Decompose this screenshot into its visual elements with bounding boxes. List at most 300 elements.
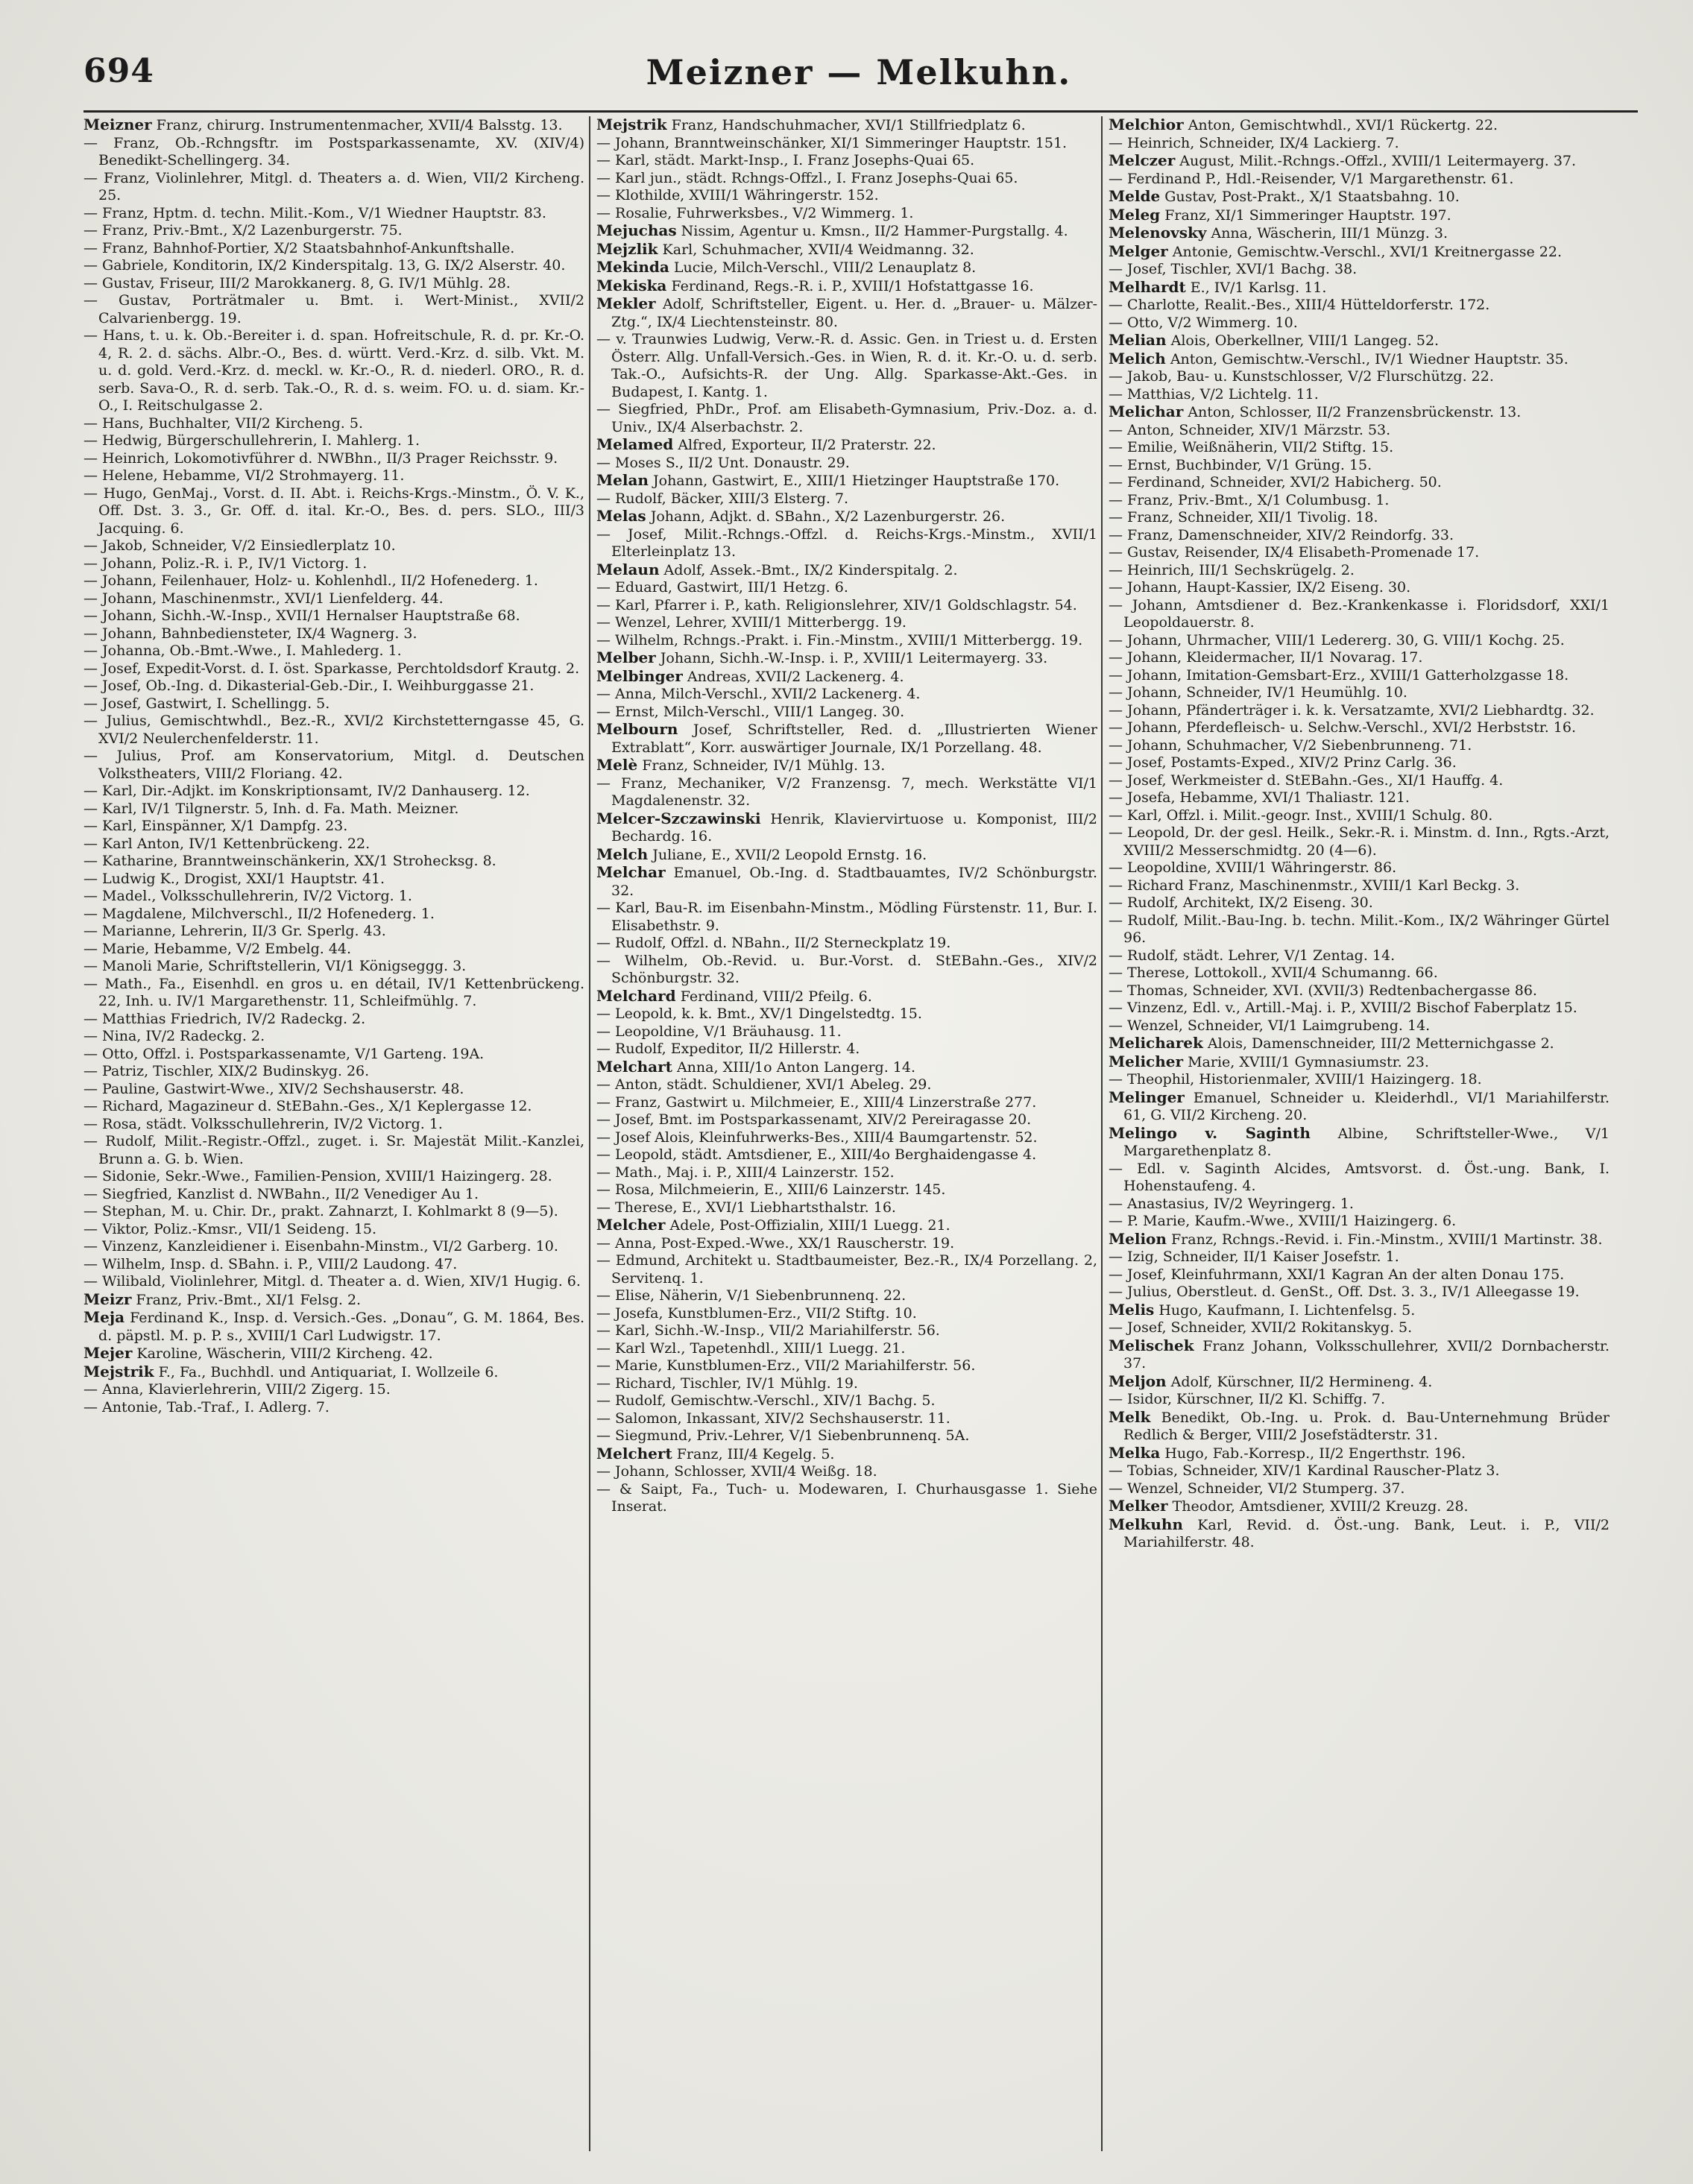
directory-entry [596, 1322, 1097, 1340]
entry-text: Anton, Gemischtw.-Verschl., IV/1 Wiedner Hauptstr. 35. [1165, 350, 1569, 367]
directory-entry [1109, 544, 1610, 562]
entry-text: — Josefa, Kunstblumen-Erz., VII/2 Stiftg. 10. [596, 1304, 917, 1322]
directory-entry [83, 467, 584, 485]
directory-entry [596, 704, 1097, 722]
entry-text: — Josef, Kleinfuhrmann, XXI/1 Kagran An der alten Donau 175. [1109, 1266, 1565, 1283]
directory-entry [83, 327, 584, 415]
directory-entry [83, 135, 584, 170]
entry-text: — Leopold, Dr. der gesl. Heilk., Sekr.-R. i. Minstm. d. Inn., Rgts.-Arzt, XVIII/2 Messerschmidtg. 20 (4—6). [1109, 824, 1610, 859]
entry-text: Adolf, Schriftsteller, Eigent. u. Her. d. „Brauer- u. Mälzer-Ztg.“, IX/4 Liechtensteinstr. 80. [611, 296, 1097, 330]
entry-text: — Wilhelm, Rchngs.-Prakt. i. Fin.-Minstm., XVIII/1 Mitterbergg. 19. [596, 631, 1083, 648]
directory-entry [1109, 350, 1610, 369]
entry-text: — Anastasius, IV/2 Weyringerg. 1. [1109, 1195, 1354, 1212]
directory-entry [83, 976, 584, 1011]
entry-text: Juliane, E., XVII/2 Leopold Ernstg. 16. [648, 846, 927, 863]
directory-entry [83, 713, 584, 748]
entry-text: Alfred, Exporteur, II/2 Praterstr. 22. [673, 437, 936, 453]
entry-text: — Johann, Bahnbediensteter, IX/4 Wagnerg. 3. [83, 625, 417, 642]
directory-entry [83, 906, 584, 924]
entry-text: Adolf, Assek.-Bmt., IX/2 Kinderspitalg. 2. [659, 561, 958, 578]
directory-entry [83, 1221, 584, 1239]
entry-text: Franz, Schneider, IV/1 Mühlg. 13. [637, 757, 886, 774]
entry-text: F., Fa., Buchhdl. und Antiquariat, I. Wollzeile 6. [154, 1363, 499, 1380]
directory-entry [1109, 1373, 1610, 1392]
directory-entry [83, 1238, 584, 1256]
entry-text: — Johann, Schneider, IV/1 Heumühlg. 10. [1109, 684, 1407, 701]
entry-text: — Wenzel, Schneider, VI/2 Stumperg. 37. [1109, 1480, 1405, 1497]
directory-entry [596, 1076, 1097, 1094]
entry-text: — Charlotte, Realit.-Bes., XIII/4 Hütteldorferstr. 172. [1109, 297, 1490, 313]
entry-text: Franz, chirurg. Instrumentenmacher, XVII/4 Balsstg. 13. [151, 117, 563, 133]
directory-entry [1109, 982, 1610, 1000]
entry-text: August, Milit.-Rchngs.-Offzl., XVIII/1 Leitermayerg. 37. [1175, 153, 1577, 169]
directory-entry [83, 1399, 584, 1417]
directory-entry [83, 170, 584, 205]
directory-entry [596, 1164, 1097, 1182]
entry-surname: Melchard [596, 986, 676, 1005]
directory-entry [1109, 152, 1610, 171]
entry-text: — Johann, Amtsdiener d. Bez.-Krankenkasse i. Floridsdorf, XXI/1 Leopoldauerstr. 8. [1109, 596, 1610, 631]
entry-surname: Mejer [83, 1344, 133, 1362]
entry-text: — Leopold, k. k. Bmt., XV/1 Dingelstedtg. 15. [596, 1006, 922, 1022]
directory-entry [596, 135, 1097, 153]
directory-entry [1109, 474, 1610, 492]
entry-text: — Karl, Einspänner, X/1 Dampfg. 23. [83, 818, 348, 834]
directory-entry [596, 1463, 1097, 1481]
directory-entry [83, 748, 584, 783]
directory-entry [1109, 1125, 1610, 1161]
directory-entry [83, 1098, 584, 1116]
entry-text: — Karl, städt. Markt-Insp., I. Franz Josephs-Quai 65. [596, 152, 975, 168]
column-3 [1109, 116, 1610, 2151]
entry-text: — Math., Fa., Eisenhdl. en gros u. en détail, IV/1 Kettenbrückeng. 22, Inh. u. IV/1 Margarethenstr. 11, Schleifmühlg. 7. [83, 975, 584, 1009]
directory-entry [596, 331, 1097, 401]
entry-text: — Heinrich, Lokomotivführer d. NWBhn., II/3 Prager Reichsstr. 9. [83, 449, 558, 467]
entry-text: — Johann, Uhrmacher, VIII/1 Ledererg. 30, G. VIII/1 Kochg. 25. [1109, 631, 1565, 648]
entry-text: — Madel., Volksschullehrerin, IV/2 Victorg. 1. [83, 888, 412, 904]
directory-entry [83, 1186, 584, 1204]
entry-text: — v. Traunwies Ludwig, Verw.-R. d. Assic. Gen. in Triest u. d. Ersten Österr. Allg. Unfall-Versich.-Ges. in Wien, R. d. it. Kr.-O. u. d. serb. Tak.-O., Aufsichts-R. der Ung. Allg. Sparkasse-Akt.-Ges. in Budapest, I. Kantg. 1. [596, 331, 1097, 400]
directory-entry [83, 1081, 584, 1099]
entry-text: Alois, Damenschneider, III/2 Metternichgasse 2. [1202, 1035, 1554, 1052]
directory-entry [1109, 1319, 1610, 1337]
entry-text: — Franz, Bahnhof-Portier, X/2 Staatsbahnhof-Ankunftshalle. [83, 239, 515, 256]
directory-entry [596, 152, 1097, 170]
entry-surname: Melingo v. Saginth [1109, 1123, 1311, 1142]
entry-surname: Melch [596, 845, 649, 863]
directory-entry [1109, 719, 1610, 737]
entry-text: — Katharine, Branntweinschänkerin, XX/1 Strohecksg. 8. [83, 853, 496, 869]
directory-entry [596, 561, 1097, 580]
entry-text: — Wenzel, Lehrer, XVIII/1 Mitterbergg. 19. [596, 614, 907, 631]
directory-entry [83, 958, 584, 976]
directory-entry [596, 1305, 1097, 1323]
entry-surname: Melger [1109, 242, 1168, 260]
entry-text: — Leopold, städt. Amtsdiener, E., XIII/4o Berghaidengasse 4. [596, 1146, 1037, 1163]
directory-entry [596, 810, 1097, 846]
directory-entry [83, 1309, 584, 1345]
entry-text: Marie, XVIII/1 Gymnasiumstr. 23. [1183, 1053, 1429, 1070]
entry-text: — Rudolf, Expeditor, II/2 Hillerstr. 4. [596, 1041, 860, 1057]
directory-entry [596, 187, 1097, 205]
directory-entry [1109, 116, 1610, 135]
entry-text: — Rudolf, Architekt, IX/2 Eiseng. 30. [1109, 894, 1373, 911]
entry-text: — Tobias, Schneider, XIV/1 Kardinal Rauscher-Platz 3. [1109, 1462, 1500, 1479]
entry-surname: Mejuchas [596, 221, 677, 239]
entry-text: Anna, Wäscherin, III/1 Münzg. 3. [1206, 225, 1448, 242]
entry-text: — Johann, Imitation-Gemsbart-Erz., XVIII/1 Gatterholzgasse 18. [1109, 666, 1569, 684]
entry-text: — Edl. v. Saginth Alcides, Amtsvorst. d. Öst.-ung. Bank, I. Hohenstaufeng. 4. [1109, 1160, 1610, 1194]
directory-entry [596, 490, 1097, 508]
directory-entry [596, 864, 1097, 900]
page-header [83, 52, 1634, 104]
directory-entry [1109, 332, 1610, 350]
entry-text: Adele, Post-Offizialin, XIII/1 Luegg. 21. [665, 1217, 950, 1234]
directory-entry [596, 1041, 1097, 1058]
directory-entry [83, 240, 584, 258]
entry-text: — Julius, Prof. am Konservatorium, Mitgl. d. Deutschen Volkstheaters, VIII/2 Floriang. 42. [83, 748, 584, 782]
entry-surname: Melber [596, 648, 656, 666]
entry-text: — Karl, Pfarrer i. P., kath. Religionslehrer, XIV/1 Goldschlagstr. 54. [596, 596, 1077, 613]
directory-entry [1109, 754, 1610, 772]
directory-entry [1109, 824, 1610, 859]
entry-text: — Johann, Poliz.-R. i. P., IV/1 Victorg. 1. [83, 555, 368, 572]
directory-entry [1109, 947, 1610, 965]
directory-entry [596, 1199, 1097, 1217]
directory-entry [1109, 492, 1610, 510]
directory-entry [596, 1427, 1097, 1445]
entry-text: Franz, III/4 Kegelg. 5. [672, 1445, 835, 1462]
entry-text: — Therese, Lottokoll., XVII/4 Schumanng. 66. [1109, 965, 1438, 981]
entry-text: — Anna, Milch-Verschl., XVII/2 Lackenerg. 4. [596, 686, 921, 702]
entry-text: Anton, Gemischtwhdl., XVI/1 Rückertg. 22. [1183, 117, 1498, 133]
entry-text: — Johann, Kleidermacher, II/1 Novarag. 17. [1109, 649, 1423, 666]
entry-text: — Ernst, Buchbinder, V/1 Grüng. 15. [1109, 456, 1372, 473]
entry-surname: Melinger [1109, 1088, 1185, 1106]
directory-entry [596, 526, 1097, 561]
directory-entry [596, 205, 1097, 223]
entry-text: — Elise, Näherin, V/1 Siebenbrunnenq. 22. [596, 1287, 907, 1304]
directory-entry [596, 579, 1097, 597]
directory-entry [1109, 649, 1610, 667]
directory-entry [1109, 1284, 1610, 1301]
directory-entry [596, 401, 1097, 436]
entry-surname: Melchart [596, 1057, 672, 1076]
directory-entry [1109, 224, 1610, 243]
directory-entry [1109, 772, 1610, 790]
directory-entry [596, 1375, 1097, 1393]
entry-text: — Franz, Damenschneider, XIV/2 Reindorfg. 33. [1109, 526, 1454, 543]
entry-text: — Gustav, Reisender, IX/4 Elisabeth-Promenade 17. [1109, 544, 1480, 561]
directory-entry [596, 241, 1097, 259]
entry-text: Henrik, Klaviervirtuose u. Komponist, III/2 Bechardg. 16. [611, 810, 1097, 845]
directory-entry [1109, 1301, 1610, 1320]
directory-entry [83, 783, 584, 801]
directory-entry [596, 1287, 1097, 1305]
directory-entry [1109, 1000, 1610, 1017]
entry-text: Franz, Rchngs.-Revid. i. Fin.-Minstm., XVIII/1 Martinstr. 38. [1166, 1231, 1603, 1248]
entry-text: — Johann, Sichh.-W.-Insp., XVII/1 Hernalser Hauptstraße 68. [83, 607, 520, 624]
directory-entry [83, 1273, 584, 1291]
entry-text: — Franz, Hptm. d. techn. Milit.-Kom., V/1 Wiedner Hauptstr. 83. [83, 204, 546, 221]
entry-text: — Otto, Offzl. i. Postsparkassenamte, V/1 Garteng. 19A. [83, 1045, 485, 1062]
directory-entry [596, 455, 1097, 473]
entry-text: Gustav, Post-Prakt., X/1 Staatsbahng. 10. [1160, 189, 1460, 205]
entry-surname: Mekler [596, 294, 656, 312]
directory-entry [596, 614, 1097, 632]
entry-text: — Franz, Priv.-Bmt., X/1 Columbusg. 1. [1109, 491, 1390, 508]
directory-entry [1109, 877, 1610, 895]
directory-entry [1109, 457, 1610, 475]
directory-entry [83, 1381, 584, 1399]
entry-text: — Jakob, Bau- u. Kunstschlosser, V/2 Flurschützg. 22. [1109, 368, 1494, 385]
directory-entry [83, 871, 584, 889]
entry-text: — Karl Wzl., Tapetenhdl., XIII/1 Luegg. 21. [596, 1339, 906, 1357]
entry-text: — Hans, Buchhalter, VII/2 Kircheng. 5. [83, 414, 364, 432]
entry-text: Andreas, XVII/2 Lackenerg. 4. [682, 668, 904, 685]
entry-text: — Josef, Bmt. im Postsparkassenamt, XIV/2 Pereiragasse 20. [596, 1111, 1032, 1128]
directory-entry [83, 572, 584, 590]
directory-entry [83, 1363, 584, 1382]
entry-surname: Melischek [1109, 1336, 1194, 1354]
directory-entry [1109, 1409, 1610, 1445]
entry-text: — Antonie, Tab.-Traf., I. Adlerg. 7. [83, 1398, 330, 1416]
directory-entry [596, 757, 1097, 775]
entry-text: — Patriz, Tischler, XIX/2 Budinskyg. 26. [83, 1063, 370, 1079]
directory-entry [1109, 807, 1610, 825]
directory-entry [1109, 1161, 1610, 1196]
entry-text: — Vinzenz, Edl. v., Artill.-Maj. i. P., XVIII/2 Bischof Faberplatz 15. [1109, 1000, 1577, 1016]
entry-text: — Johanna, Ob.-Bmt.-Wwe., I. Mahlederg. 1. [83, 643, 402, 659]
entry-text: — Gustav, Porträtmaler u. Bmt. i. Wert-Minist., XVII/2 Calvarienbergg. 19. [83, 292, 584, 326]
entry-text: Ferdinand, Regs.-R. i. P., XVIII/1 Hofstattgasse 16. [666, 277, 1034, 294]
directory-entry [596, 1216, 1097, 1235]
entry-surname: Mejstrik [596, 116, 667, 133]
directory-entry [83, 116, 584, 135]
entry-text: Anna, XIII/1o Anton Langerg. 14. [672, 1058, 916, 1076]
entry-text: Karl, Revid. d. Öst.-ung. Bank, Leut. i. P., VII/2 Mariahilferstr. 48. [1123, 1516, 1610, 1550]
entry-text: — Otto, V/2 Wimmerg. 10. [1109, 314, 1298, 331]
directory-entry [1109, 509, 1610, 527]
directory-entry [596, 277, 1097, 296]
directory-entry [1109, 1480, 1610, 1498]
directory-entry [1109, 261, 1610, 279]
entry-text: — Wilhelm, Insp. d. SBahn. i. P., VIII/2 Laudong. 47. [83, 1255, 458, 1272]
entry-text: Franz, XI/1 Simmeringer Hauptstr. 197. [1160, 206, 1451, 224]
entry-text: — Karl jun., städt. Rchngs-Offzl., I. Franz Josephs-Quai 65. [596, 169, 1018, 186]
directory-entry [596, 1006, 1097, 1023]
entry-surname: Melker [1109, 1497, 1168, 1515]
directory-entry [83, 1116, 584, 1134]
directory-entry [83, 590, 584, 608]
entry-text: — Helene, Hebamme, VI/2 Strohmayerg. 11. [83, 467, 405, 484]
directory-entry [596, 649, 1097, 668]
entry-text: — Rosa, Milchmeierin, E., XIII/6 Lainzerstr. 145. [596, 1181, 946, 1198]
directory-entry [596, 1481, 1097, 1516]
entry-text: — Julius, Gemischtwhdl., Bez.-R., XVI/2 Kirchstetterngasse 45, G. XVI/2 Neulerchenfelderstr. 11. [83, 713, 584, 747]
directory-entry [1109, 279, 1610, 297]
entry-text: — Johann, Haupt-Kassier, IX/2 Eiseng. 30. [1109, 579, 1411, 596]
entry-surname: Meleg [1109, 205, 1161, 224]
entry-text: Hugo, Kaufmann, I. Lichtenfelsg. 5. [1154, 1301, 1416, 1319]
entry-text: — Marie, Hebamme, V/2 Embelg. 44. [83, 940, 352, 957]
entry-text: — Jakob, Schneider, V/2 Einsiedlerplatz 10. [83, 537, 396, 554]
entry-text: — Therese, E., XVI/1 Liebhartsthalstr. 16. [596, 1199, 896, 1216]
entry-text: — Josef, Milit.-Rchngs.-Offzl. d. Reichs-Krgs.-Minstm., XVII/1 Elterleinplatz 13. [596, 526, 1097, 560]
directory-entry [1109, 135, 1610, 153]
entry-surname: Melan [596, 471, 649, 489]
entry-text: Lucie, Milch-Verschl., VIII/2 Lenauplatz 8. [669, 259, 977, 276]
entry-text: — & Saipt, Fa., Tuch- u. Modewaren, I. Churhausgasse 1. Siehe Inserat. [596, 1480, 1097, 1515]
entry-text: — Leopoldine, XVIII/1 Währingerstr. 86. [1109, 859, 1397, 876]
entry-text: — Franz, Mechaniker, V/2 Franzensg. 7, mech. Werkstätte VI/1 Magdalenenstr. 32. [596, 774, 1097, 809]
entry-text: — Josef, Ob.-Ing. d. Dikasterial-Geb.-Dir., I. Weihburggasse 21. [83, 678, 535, 694]
entry-surname: Melkuhn [1109, 1515, 1183, 1533]
entry-text: — Johann, Pferdefleisch- u. Selchw.-Verschl., XVI/2 Herbststr. 16. [1109, 719, 1576, 736]
entry-surname: Melian [1109, 331, 1167, 349]
entry-text: — Josef, Tischler, XVI/1 Bachg. 38. [1109, 261, 1358, 277]
directory-entry [596, 846, 1097, 865]
directory-entry [83, 205, 584, 223]
entry-text: Ferdinand, VIII/2 Pfeilg. 6. [675, 988, 872, 1005]
directory-entry [1109, 702, 1610, 720]
entry-text: — Johann, Schlosser, XVII/4 Weißg. 18. [596, 1463, 877, 1480]
column-divider [589, 116, 590, 2151]
entry-text: Josef, Schriftsteller, Red. d. „Illustrierten Wiener Extrablatt“, Korr. auswärtiger Journale, IX/1 Porzellang. 48. [611, 722, 1097, 756]
directory-entry [1109, 422, 1610, 440]
directory-entry [83, 801, 584, 818]
entry-text: — Leopoldine, V/1 Bräuhausg. 11. [596, 1023, 842, 1040]
directory-entry [83, 923, 584, 941]
directory-entry [1109, 965, 1610, 982]
entry-text: — Josef Alois, Kleinfuhrwerks-Bes., XIII/4 Baumgartenstr. 52. [596, 1129, 1038, 1146]
directory-entry [596, 170, 1097, 188]
directory-entry [83, 555, 584, 573]
entry-text: — Marianne, Lehrerin, II/3 Gr. Sperlg. 43. [83, 923, 386, 939]
directory-entry [83, 537, 584, 555]
directory-entry [596, 935, 1097, 953]
entry-text: — P. Marie, Kaufm.-Wwe., XVIII/1 Haizingerg. 6. [1109, 1213, 1457, 1229]
header-rule [83, 110, 1638, 113]
directory-entry [1109, 527, 1610, 545]
directory-entry [596, 222, 1097, 241]
entry-text: — Siegfried, Kanzlist d. NWBahn., II/2 Venediger Au 1. [83, 1185, 479, 1202]
entry-text: — Theophil, Historienmaler, XVIII/1 Haizingerg. 18. [1109, 1071, 1482, 1088]
entry-text: — Gustav, Friseur, III/2 Marokkanerg. 8, G. IV/1 Mühlg. 28. [83, 274, 511, 291]
directory-entry [1109, 171, 1610, 189]
directory-entry [83, 432, 584, 450]
entry-text: — Rudolf, städt. Lehrer, V/1 Zentag. 14. [1109, 947, 1396, 964]
entry-text: — Franz, Gastwirt u. Milchmeier, E., XIII/4 Linzerstraße 277. [596, 1093, 1037, 1111]
entry-surname: Melcher [596, 1216, 666, 1234]
directory-entry [83, 888, 584, 906]
running-title: Meizner — Melkuhn. [646, 52, 1072, 92]
entry-text: — Heinrich, Schneider, IX/4 Lackierg. 7. [1109, 134, 1399, 151]
entry-text: — Izig, Schneider, II/1 Kaiser Josefstr. 1. [1109, 1249, 1399, 1265]
entry-text: — Rudolf, Offzl. d. NBahn., II/2 Sterneckplatz 19. [596, 935, 951, 951]
entry-surname: Mekiska [596, 276, 667, 294]
directory-entry [596, 721, 1097, 757]
directory-entry [596, 1235, 1097, 1253]
directory-entry [596, 1094, 1097, 1112]
entry-text: — Ludwig K., Drogist, XXI/1 Hauptstr. 41. [83, 870, 385, 887]
directory-entry [1109, 1337, 1610, 1373]
entry-text: — Hans, t. u. k. Ob.-Bereiter i. d. span. Hofreitschule, R. d. pr. Kr.-O. 4, R. 2. d. sächs. Albr.-O., Bes. d. württ. Verd.-Krz. d. silb. Vkt. M. u. d. gold. Verd.-Krz. d. meckl. w. Kr.-O., R. d. niederl. ORO., R. d. serb. Sava-O., R. d. serb. Tak.-O., R. d. s. weim. FO. u. d. siam. Kr.-O., I. Reitschulgasse 2. [83, 327, 584, 414]
entry-text: — Ferdinand, Schneider, XVI/2 Habicherg. 50. [1109, 474, 1442, 490]
entry-text: — Thomas, Schneider, XVI. (XVII/3) Redtenbachergasse 86. [1109, 982, 1537, 999]
directory-entry [1109, 206, 1610, 225]
directory-entry [1109, 1035, 1610, 1053]
directory-entry [596, 1392, 1097, 1410]
directory-entry [596, 472, 1097, 490]
directory-entry [1109, 1497, 1610, 1516]
entry-surname: Melich [1109, 349, 1166, 367]
entry-text: Nissim, Agentur u. Kmsn., II/2 Hammer-Purgstallg. 4. [676, 223, 1068, 239]
directory-entry [83, 257, 584, 275]
directory-entry [83, 1133, 584, 1168]
directory-entry [83, 1203, 584, 1221]
directory-entry [596, 668, 1097, 687]
directory-entry [83, 1046, 584, 1064]
directory-entry [1109, 1516, 1610, 1552]
entry-text: — Moses S., II/2 Unt. Donaustr. 29. [596, 454, 850, 471]
entry-surname: Melas [596, 507, 646, 525]
directory-entry [83, 1291, 584, 1310]
directory-entry [83, 222, 584, 240]
entry-text: — Franz, Priv.-Bmt., X/2 Lazenburgerstr. 75. [83, 222, 403, 239]
entry-surname: Meja [83, 1308, 125, 1326]
entry-text: — Isidor, Kürschner, II/2 Kl. Schiffg. 7. [1109, 1391, 1386, 1407]
directory-entry [1109, 737, 1610, 755]
directory-entry [596, 988, 1097, 1006]
entry-surname: Melenovsky [1109, 224, 1207, 242]
entry-text: — Josefa, Hebamme, XVI/1 Thaliastr. 121. [1109, 789, 1410, 806]
directory-entry [1109, 1445, 1610, 1463]
entry-text: — Wenzel, Schneider, VI/1 Laimgrubeng. 14. [1109, 1017, 1431, 1034]
entry-surname: Melde [1109, 187, 1161, 205]
entry-text: — Hugo, GenMaj., Vorst. d. II. Abt. i. Reichs-Krgs.-Minstm., Ö. V. K., Off. Dst. 3. 3., Gr. Off. d. ital. Kr.-O., Bes. d. pers. SLO., III/3 Jacquing. 6. [83, 485, 584, 537]
entry-surname: Meljon [1109, 1372, 1167, 1390]
directory-entry [83, 607, 584, 625]
entry-text: Alois, Oberkellner, VIII/1 Langeg. 52. [1166, 332, 1440, 349]
entry-text: — Anton, städt. Schuldiener, XVI/1 Abeleg. 29. [596, 1076, 932, 1093]
entry-text: — Johann, Schuhmacher, V/2 Siebenbrunneng. 71. [1109, 736, 1472, 754]
entry-text: — Josef, Gastwirt, I. Schellingg. 5. [83, 695, 330, 712]
entry-text: — Anna, Klavierlehrerin, VIII/2 Zigerg. 15. [83, 1381, 391, 1398]
directory-entry [1109, 562, 1610, 580]
directory-entry [596, 597, 1097, 615]
entry-text: Emanuel, Schneider u. Kleiderhdl., VI/1 Mariahilferstr. 61, G. VII/2 Kircheng. 20. [1123, 1089, 1610, 1123]
directory-entry [83, 853, 584, 871]
entry-text: Ferdinand K., Insp. d. Versich.-Ges. „Donau“, G. M. 1864, Bes. d. päpstl. M. p. P. s., XVIII/1 Carl Ludwigstr. 17. [98, 1310, 584, 1344]
entry-surname: Melka [1109, 1443, 1161, 1462]
entry-surname: Melchar [596, 863, 666, 881]
directory-entry [596, 1410, 1097, 1428]
directory-entry [83, 450, 584, 468]
directory-entry [596, 1181, 1097, 1199]
entry-text: — Stephan, M. u. Chir. Dr., prakt. Zahnarzt, I. Kohlmarkt 8 (9—5). [83, 1203, 558, 1219]
directory-entry [83, 643, 584, 660]
directory-entry [83, 660, 584, 678]
entry-text: — Johann, Pfänderträger i. k. k. Versatzamte, XVI/2 Liebhardtg. 32. [1109, 701, 1595, 719]
entry-text: — Viktor, Poliz.-Kmsr., VII/1 Seideng. 15. [83, 1220, 377, 1237]
directory-entry [1109, 1231, 1610, 1249]
entry-text: — Eduard, Gastwirt, III/1 Hetzg. 6. [596, 579, 848, 596]
directory-entry [596, 1252, 1097, 1287]
entry-text: Karl, Schuhmacher, XVII/4 Weidmanng. 32. [658, 241, 974, 258]
directory-entry [83, 695, 584, 713]
entry-text: — Richard, Tischler, IV/1 Mühlg. 19. [596, 1375, 858, 1392]
